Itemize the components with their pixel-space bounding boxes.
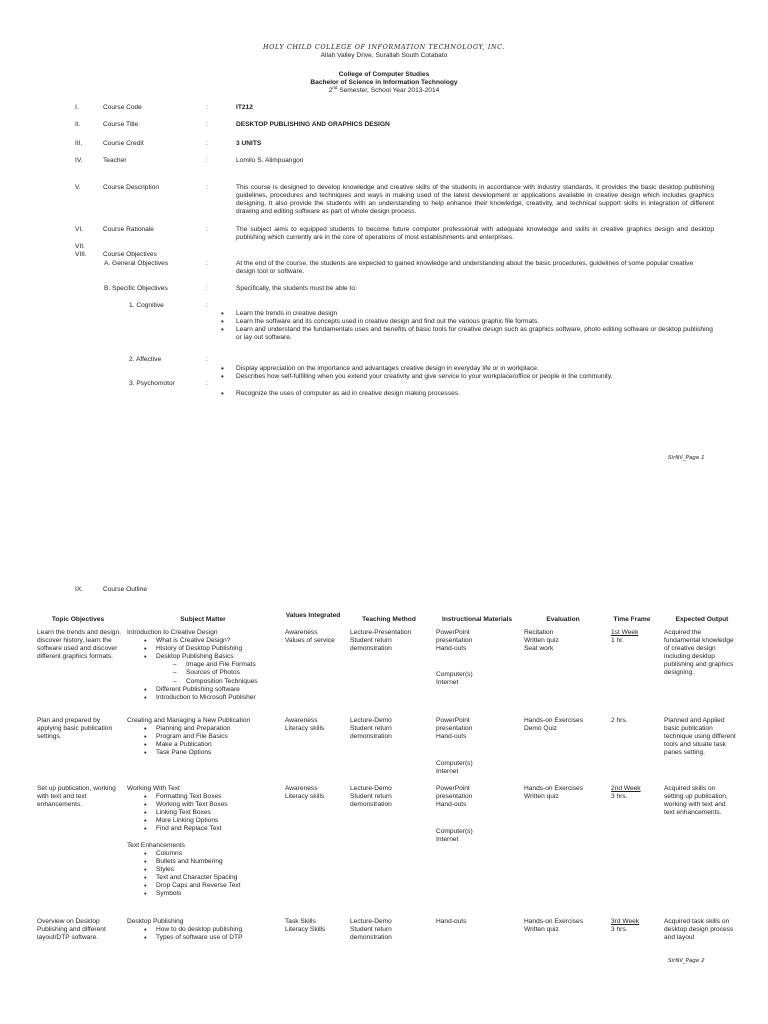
list-item: • Drop Caps and Reverse Text — [127, 882, 283, 890]
list-item: • Working with Text Boxes — [127, 801, 283, 809]
subject-list — [127, 725, 283, 757]
course-objectives-heading: Course Objectives — [103, 251, 157, 258]
table-cell-time — [611, 717, 655, 725]
table-cell-output: Acquired the fundamental knowledge of creative design including desktop publishing and graphics designing. — [664, 629, 734, 677]
colon: : — [206, 184, 208, 191]
list-item: • Program and File Basics — [127, 733, 283, 741]
table-cell-materials: Hand-outs — [436, 918, 467, 925]
table-cell-subject — [127, 918, 283, 942]
subject-list — [127, 637, 283, 661]
table-cell-materials-2: Computer(s) Internet — [436, 828, 473, 844]
subject-title: Introduction to Creative Design — [127, 629, 218, 636]
list-item: • Planning and Preparation — [127, 725, 283, 733]
psychomotor-list — [220, 390, 714, 398]
time-hours: 3 hrs. — [611, 926, 628, 934]
table-cell-topic: Learn the trends and design, discover history, learn the software used and discover different graphics formats. — [37, 629, 121, 661]
col-header-materials: Instructional Materials — [442, 616, 512, 623]
institution-address: Allah Valley Drive, Surallah South Cotabato — [320, 52, 448, 59]
program-name: Bachelor of Science in Information Technology — [310, 79, 458, 86]
table-cell-output: Acquired task skills on desktop design process and layout — [664, 918, 734, 942]
psychomotor-label: 3. Psychomotor — [129, 380, 175, 387]
table-cell-time — [611, 629, 655, 645]
subject-title: Creating and Managing a New Publication — [127, 717, 251, 724]
section-number: V. — [75, 184, 81, 191]
table-cell-method: Lecture-Demo Student return demonstration — [350, 717, 392, 741]
course-outline-heading: Course Outline — [103, 586, 147, 593]
subject-title: Desktop Publishing — [127, 918, 184, 925]
cognitive-list — [220, 310, 714, 342]
col-header-output: Expected Output — [675, 616, 729, 623]
subject-list — [127, 686, 283, 702]
field-label: Course Title — [103, 121, 139, 128]
list-item: • Describes how self-fulfilling when you extend your creativity and give service to your workplace/office or people in the community. — [220, 373, 714, 381]
list-item: • Styles — [127, 866, 283, 874]
time-hours: 3 hrs. — [611, 793, 628, 801]
list-item: • How to do desktop publishing — [127, 926, 283, 934]
list-item: • Formatting Text Boxes — [127, 793, 283, 801]
list-item: • Bullets and Numbering — [127, 858, 283, 866]
list-item: • Recognize the uses of computer as aid in creative design making processes. — [220, 390, 714, 398]
list-item: • Learn the software and its concepts used in creative design and find out the various graphic file formats. — [220, 318, 714, 326]
course-credit-value: 3 UNITS — [236, 140, 262, 147]
field-label: Teacher — [103, 157, 127, 164]
colon: : — [206, 121, 208, 128]
section-number: VII. — [75, 243, 85, 250]
cognitive-label: 1. Cognitive — [129, 302, 164, 309]
table-cell-materials: PowerPoint presentation Hand-outs — [436, 629, 473, 653]
section-number: VI. — [75, 226, 84, 233]
specific-objectives-value: Specifically, the students must be able to: — [236, 285, 357, 292]
table-cell-materials-2: Computer(s) Internet — [436, 671, 473, 687]
col-header-evaluation: Evaluation — [546, 616, 580, 623]
table-cell-materials-2: Computer(s) Internet — [436, 760, 473, 776]
time-hours: 2 hrs. — [611, 717, 628, 724]
section-number: III. — [75, 140, 83, 147]
subject-title: Text Enhancements — [127, 841, 185, 849]
affective-label: 2. Affective — [129, 356, 162, 363]
table-cell-time — [611, 918, 655, 934]
table-cell-materials: PowerPoint presentation Hand-outs — [436, 785, 473, 809]
table-cell-topic: Set up publication, working with text and text enhancements. — [37, 785, 116, 809]
col-header-topic: Topic Objectives — [51, 616, 105, 623]
semester-line: 2nd Semester, School Year 2013-2014 — [328, 84, 440, 94]
college-name: College of Computer Studies — [338, 71, 430, 78]
colon: : — [206, 285, 208, 292]
list-item: • History of Desktop Publishing — [127, 645, 283, 653]
table-cell-topic: Plan and prepared by applying basic publication settings. — [37, 717, 113, 741]
affective-list — [220, 365, 714, 381]
table-cell-method: Lecture-Presentation Student return demonstration — [350, 629, 412, 653]
list-item: • Desktop Publishing Basics — [127, 653, 283, 661]
colon: : — [206, 140, 208, 147]
list-item: • Learn and understand the fundamentals uses and benefits of basic tools for creative design such as graphics software, photo editing software or desktop publishing or lay out software. — [220, 326, 714, 342]
table-cell-method: Lecture-Demo Student return demonstration — [350, 785, 392, 809]
col-header-subject: Subject Matter — [180, 616, 226, 623]
list-item: • Text and Character Spacing — [127, 874, 283, 882]
field-label: Course Credit — [103, 140, 144, 147]
colon: : — [206, 157, 208, 164]
section-number: I. — [75, 104, 79, 111]
general-objectives-value: At the end of the course, the students are expected to gained knowledge and understanding about the basic procedures, guidelines of some popular creative design tool or software. — [236, 260, 694, 276]
time-week: 2nd Week — [611, 785, 641, 792]
list-item: • Display appreciation on the importance and advantages creative design in everyday life or in workplace. — [220, 365, 714, 373]
col-header-method: Teaching Method — [362, 616, 416, 623]
section-number: IV. — [75, 157, 83, 164]
course-description-value: This course is designed to develop knowledge and creative skills of the students in accordance with industry standards. It provides the basic desktop publishing guidelines, procedures and techniques and ways in making used of the latest development or applications available in creative design which includes graphics designing. It also provide the students with an understanding to help enhance their knowledge, creativity, and technical support skills in integration of different drawing and editing software as part of whole design process. — [236, 184, 714, 216]
list-item: • Introduction to Microsoft Publisher — [127, 694, 283, 702]
list-item: • Find and Replace Text — [127, 825, 283, 833]
teacher-value: Lomilo S. Alimpuangon — [236, 157, 304, 164]
list-item: • Types of software use of DTP — [127, 934, 283, 942]
field-label: Course Rationale — [103, 226, 154, 233]
table-cell-subject — [127, 629, 283, 702]
course-title-value: DESKTOP PUBLISHING AND GRAPHICS DESIGN — [236, 121, 390, 128]
field-label: Course Code — [103, 104, 142, 111]
field-label: B. Specific Objectives — [104, 285, 168, 292]
colon: : — [206, 104, 208, 111]
list-item: • Make a Publication — [127, 741, 283, 749]
table-cell-output: Planned and Applied basic publication technique using different tools and situate task panes setting. — [664, 717, 736, 757]
list-item: • Columns — [127, 850, 283, 858]
section-number: II. — [75, 121, 81, 128]
colon: : — [206, 356, 208, 363]
subject-title: Working With Text — [127, 785, 180, 792]
time-week: 3rd Week — [611, 918, 640, 925]
course-rationale-value: The subject aims to equipped students to become future computer professional with adequate knowledge and skills in creative graphics design and desktop publishing which currently are in the core of operations of most establishments and enterprises. — [236, 226, 714, 242]
table-cell-method: Lecture-Demo Student return demonstration — [350, 918, 392, 942]
colon: : — [206, 226, 208, 233]
field-label: A. General Objectives — [104, 260, 169, 267]
table-cell-materials: PowerPoint presentation Hand-outs — [436, 717, 473, 741]
subject-list — [127, 926, 283, 942]
col-header-time: Time Frame — [613, 616, 651, 623]
list-item: – Image and File Formats — [127, 661, 283, 669]
field-label: Course Description — [103, 184, 160, 191]
list-item: • Linking Text Boxes — [127, 809, 283, 817]
table-cell-evaluation: Hands-on Exercises Written quiz — [524, 785, 584, 801]
colon: : — [206, 380, 208, 387]
table-cell-evaluation: Recitation Written quiz Seat work — [524, 629, 559, 653]
list-item: – Sources of Photos — [127, 669, 283, 677]
table-cell-subject — [127, 785, 283, 898]
table-cell-values: Awareness Values of service — [285, 629, 335, 645]
section-number: IX. — [75, 586, 84, 593]
colon: : — [206, 260, 208, 267]
list-item: • More Linking Options — [127, 817, 283, 825]
table-cell-values: Task Skills Literacy Skills — [285, 918, 326, 934]
table-cell-output: Acquired skills on setting up publication, working with text and text enhancements. — [664, 785, 728, 817]
page-footer: SirNil_Page 2 — [668, 958, 705, 964]
list-item: • Learn the trends in creative design — [220, 310, 714, 318]
table-cell-values: Awareness Literacy skills — [285, 785, 325, 801]
table-cell-evaluation: Hands-on Exercises Written quiz — [524, 918, 584, 934]
table-cell-time — [611, 785, 655, 801]
table-cell-values: Awareness Literacy skills — [285, 717, 325, 733]
subject-list — [127, 793, 283, 833]
list-item: • Symbols — [127, 890, 283, 898]
time-week: 1st Week — [611, 629, 639, 636]
time-hours: 1 hr. — [611, 637, 624, 645]
list-item: – Composition Techniques — [127, 678, 283, 686]
list-item: • Task Pane Options — [127, 749, 283, 757]
subject-list — [127, 850, 283, 899]
colon: : — [206, 302, 208, 309]
subject-sublist — [127, 661, 283, 685]
col-header-values: Values Integrated — [285, 612, 341, 619]
institution-name: HOLY CHILD COLLEGE OF INFORMATION TECHNOLOGY, INC. — [262, 43, 506, 51]
table-cell-evaluation: Hands-on Exercises Demo Quiz — [524, 717, 584, 733]
list-item: • What is Creative Design? — [127, 637, 283, 645]
table-cell-subject — [127, 717, 283, 757]
page-footer: SirNil_Page 1 — [668, 455, 705, 461]
list-item: • Different Publishing software — [127, 686, 283, 694]
table-cell-topic: Overview on Desktop Publishing and different layout/DTP software. — [37, 918, 106, 942]
section-number: VIII. — [75, 251, 87, 258]
course-code-value: IT212 — [236, 104, 253, 111]
